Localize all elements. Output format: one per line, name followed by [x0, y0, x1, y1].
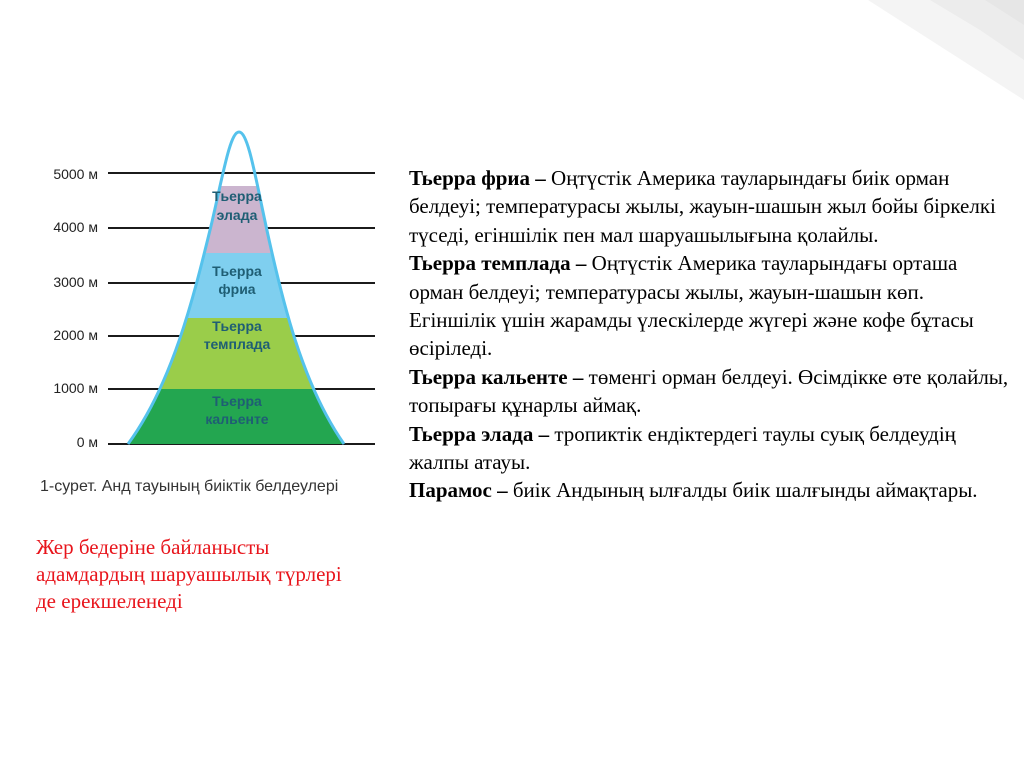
definition-agriculture-text: Егіншілік үшін жарамды үлескілерде жүгері және кофе бұтасы өсіріледі. [409, 308, 974, 361]
definitions-block [409, 164, 1009, 505]
term-fria: Тьерра фриа – [409, 166, 546, 190]
definition-agriculture [409, 306, 1009, 363]
definition-fria-text: Оңтүстік Америка тауларындағы биік орман белдеуі; температурасы жылы, жауын-шашын жыл бойы біркелкі түседі, егіншілік пен мал шаруашылығына қолайлы. [409, 166, 996, 247]
term-paramos: Парамос – [409, 478, 508, 503]
zone-label-templada-line2: темплада [203, 336, 271, 352]
definition-kalente-text: төменгі орман белдеуі. Өсімдікке өте қолайлы, топырағы құнарлы аймақ. [409, 364, 1009, 418]
definition-templada [409, 249, 1009, 306]
term-kalente: Тьерра кальенте – [409, 364, 584, 389]
zone-label-elada-line1: Тьерра [212, 188, 262, 204]
red-note: Жер бедеріне байланысты адамдардың шаруашылық түрлері де ерекшеленеді [36, 535, 342, 613]
definition-elada [409, 420, 1009, 477]
tick-label-4000: 4000 м [53, 219, 98, 235]
zone-label-fria-line1: Тьерра [212, 263, 262, 279]
zone-label-fria-line2: фриа [218, 281, 256, 297]
definition-elada-text: тропиктік ендіктердегі таулы суық белдеудің жалпы атауы. [409, 421, 956, 475]
term-elada: Тьерра элада – [409, 421, 550, 446]
figure-caption: 1-сурет. Анд тауының биіктік белдеулері [40, 478, 339, 495]
tick-label-1000: 1000 м [53, 380, 98, 396]
definition-templada-text: Оңтүстік Америка тауларындағы орташа орман белдеуі; температурасы жылы, жауын-шашын көп. [409, 251, 958, 304]
zone-label-kalente-line1: Тьерра [212, 393, 262, 409]
tick-label-5000: 5000 м [53, 166, 98, 182]
definition-kalente [409, 363, 1009, 420]
definition-fria [409, 164, 1009, 249]
definition-paramos-text: биік Андының ылғалды биік шалғынды аймақтары. [507, 478, 978, 503]
term-templada: Тьерра темплада – [409, 251, 587, 276]
tick-label-2000: 2000 м [53, 327, 98, 343]
zone-label-templada-line1: Тьерра [212, 318, 262, 334]
definition-paramos [409, 476, 1009, 504]
tick-label-0: 0 м [76, 434, 98, 450]
zone-label-kalente-line2: кальенте [205, 411, 269, 427]
tick-label-3000: 3000 м [53, 274, 98, 290]
zone-label-elada-line2: элада [216, 207, 258, 223]
